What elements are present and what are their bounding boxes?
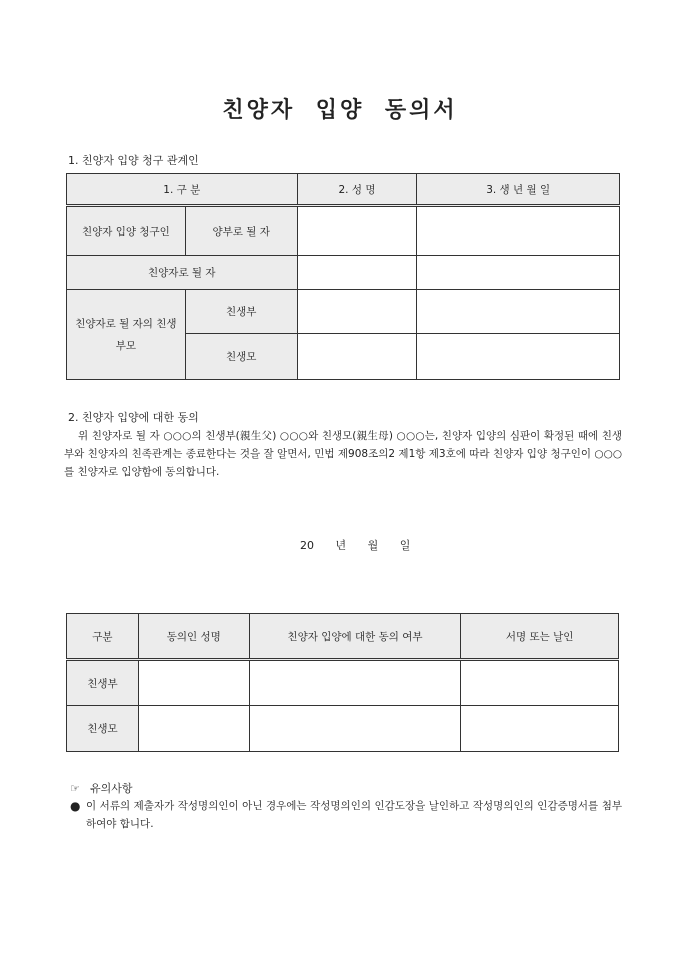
date-year: 20 [300,539,314,552]
row-birth-father-label: 친생부 [185,290,297,334]
birth-mother-name-cell[interactable] [297,334,417,380]
consent-mother-consent-cell[interactable] [249,706,461,752]
consent-father-consent-cell[interactable] [249,660,461,706]
consent-table [66,613,619,752]
header-category: 1. 구 분 [67,174,298,206]
row-birth-mother-label: 친생모 [185,334,297,380]
section2-heading: 2. 친양자 입양에 대한 동의 [68,411,199,424]
relations-table [66,173,620,380]
adoptee-name-cell[interactable] [297,256,417,290]
section1-heading: 1. 친양자 입양 청구 관계인 [68,154,199,167]
consent-father-name-cell[interactable] [138,660,249,706]
notes-item-text: 이 서류의 제출자가 작성명의인이 아닌 경우에는 작성명의인의 인감도장을 날인하고 작성명의인의 인감증명서를 첨부하여야 합니다. [86,800,622,830]
date-month-unit: 월 [367,539,379,552]
petitioner-birthdate-cell[interactable] [417,206,620,256]
consent-row-father-label: 친생부 [67,660,139,706]
row-adoptive-parent-label: 양부로 될 자 [185,206,297,256]
notes-heading [70,780,133,796]
consent-mother-signature-cell[interactable] [461,706,619,752]
petitioner-name-cell[interactable] [297,206,417,256]
bullet-icon: ● [70,799,81,813]
header-birthdate: 3. 생 년 월 일 [417,174,620,206]
row-adoptee-label: 친양자로 될 자 [67,256,298,290]
row-birth-parents-label: 친양자로 될 자의 친생부모 [67,290,186,380]
consent-header-consent: 친양자 입양에 대한 동의 여부 [249,614,461,660]
date-year-unit: 년 [335,539,347,552]
consent-father-signature-cell[interactable] [461,660,619,706]
notes-heading-text: 유의사항 [90,782,133,795]
header-name: 2. 성 명 [297,174,417,206]
consent-paragraph [64,427,622,481]
pointing-hand-icon: ☞ [70,782,80,795]
row-petitioner-label: 친양자 입양 청구인 [67,206,186,256]
date-line [300,537,426,553]
birth-father-name-cell[interactable] [297,290,417,334]
consent-header-signature: 서명 또는 날인 [461,614,619,660]
consent-paragraph-text: 위 친양자로 될 자 ○○○의 친생부(親生父) ○○○와 친생모(親生母) ○○○는, 친양자 입양의 심판이 확정된 때에 친생부와 친양자의 친족관계는 종료한다는 것을 잘 알면서, 민법 제908조의2 제1항 제3호에 따라 친양자 입양 청구인이 ○○○를 친양자로 입양함에 동의합니다. [64,430,622,478]
consent-header-category: 구분 [67,614,139,660]
adoptee-birthdate-cell[interactable] [417,256,620,290]
consent-header-name: 동의인 성명 [138,614,249,660]
birth-father-birthdate-cell[interactable] [417,290,620,334]
consent-row-mother-label: 친생모 [67,706,139,752]
consent-mother-name-cell[interactable] [138,706,249,752]
document-title: 친양자 입양 동의서 [222,98,458,123]
birth-mother-birthdate-cell[interactable] [417,334,620,380]
notes-item [70,797,622,833]
date-day-unit: 일 [399,539,411,552]
